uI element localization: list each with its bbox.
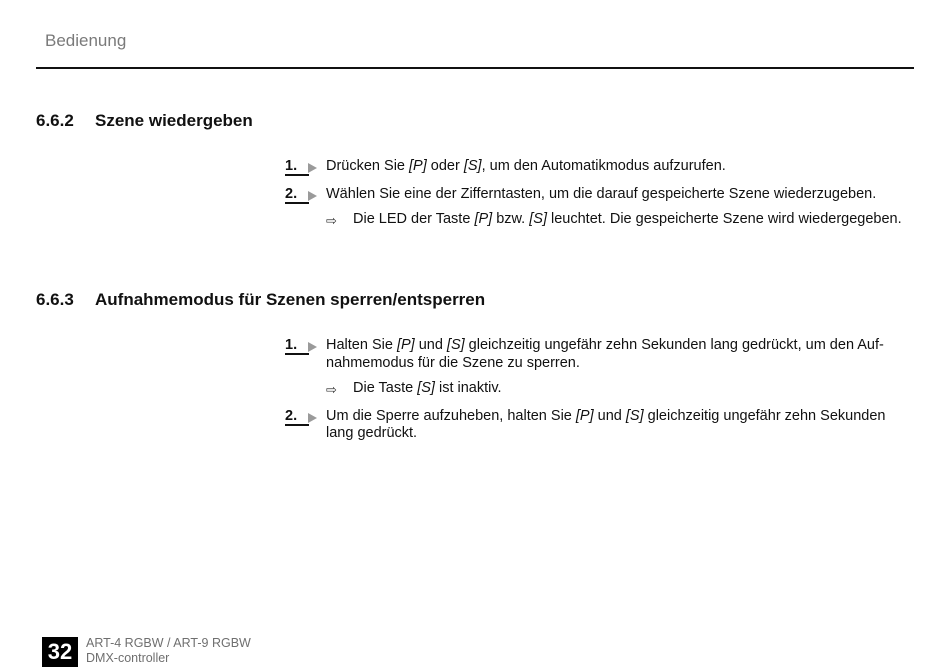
section-heading-6-6-3 [36, 290, 485, 310]
page-number-badge: 32 [42, 637, 78, 667]
step-text: Um die Sperre aufzuheben, halten Sie [P] und [S] gleichzeitig ungefähr zehn Sekunden lang gedrückt. [326, 407, 886, 441]
step-number: 1. [285, 158, 298, 174]
step-item [285, 337, 915, 398]
footer-product-subtitle: DMX-controller [86, 651, 170, 665]
step-item [285, 408, 915, 443]
result-text: Die Taste [S] ist inaktiv. [353, 380, 502, 396]
page-header-title: Bedienung [45, 31, 127, 50]
step-result [326, 380, 915, 398]
step-marker [285, 408, 321, 428]
result-text: Die LED der Taste [P] bzw. [S] leuchtet. Die gespeicherte Szene wird wiedergegeben. [353, 211, 902, 227]
step-underline [285, 174, 309, 176]
step-item [285, 158, 915, 176]
step-underline [285, 353, 309, 355]
footer-product-info [86, 636, 251, 666]
step-item [285, 186, 915, 229]
step-number: 1. [285, 337, 298, 353]
step-arrow-icon [308, 342, 317, 352]
step-underline [285, 202, 309, 204]
step-underline [285, 424, 309, 426]
section-title: Szene wiedergeben [95, 111, 253, 130]
step-text: Wählen Sie eine der Zifferntasten, um die darauf gespeicherte Szene wiederzugeben. [326, 185, 877, 202]
step-marker [285, 158, 321, 178]
section-heading-6-6-2 [36, 111, 253, 131]
result-arrow-icon: ⇨ [326, 213, 337, 228]
step-arrow-icon [308, 413, 317, 423]
footer-product-name: ART-4 RGBW / ART-9 RGBW [86, 636, 251, 650]
step-number: 2. [285, 407, 298, 424]
section-number: 6.6.3 [36, 290, 74, 309]
step-result [326, 211, 915, 229]
result-arrow-icon: ⇨ [326, 382, 337, 397]
step-text: Halten Sie [P] und [S] gleichzeitig ungefähr zehn Sekunden lang gedrückt, um den Aufnahmemodus für die Szene zu sperren. [326, 337, 884, 371]
steps-6-6-3 [285, 337, 915, 453]
section-number: 6.6.2 [36, 111, 74, 130]
header-rule [36, 67, 914, 69]
step-text: Drücken Sie [P] oder [S], um den Automatikmodus aufzurufen. [326, 158, 726, 174]
step-number: 2. [285, 185, 298, 202]
step-marker [285, 186, 321, 206]
section-title: Aufnahmemodus für Szenen sperren/entsperren [95, 290, 486, 309]
step-marker [285, 337, 321, 357]
step-arrow-icon [308, 191, 317, 201]
steps-6-6-2 [285, 158, 915, 239]
step-arrow-icon [308, 163, 317, 173]
